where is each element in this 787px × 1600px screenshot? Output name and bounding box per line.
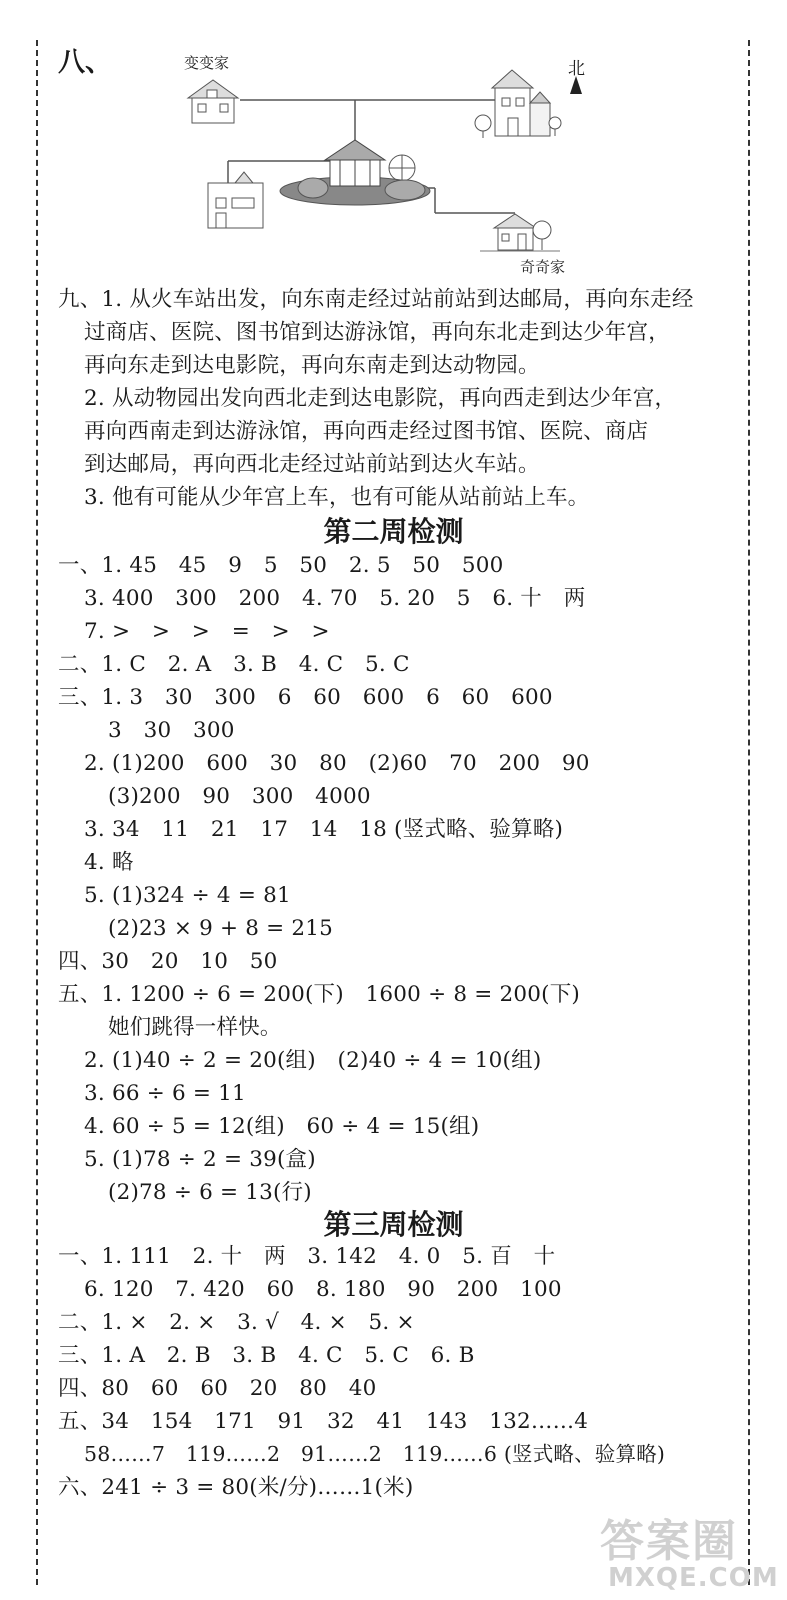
week3-line-4: 三、1. A 2. B 3. B 4. C 5. C 6. B: [58, 1343, 475, 1368]
week3-title: 第三周检测: [323, 1208, 464, 1241]
week3-line-8: 六、241 ÷ 3 = 80(米/分)……1(米): [58, 1475, 414, 1500]
week2-line-1: 一、1. 45 45 9 5 50 2. 5 50 500: [58, 553, 504, 578]
week2-title: 第二周检测: [323, 515, 464, 548]
section9-line-6: 到达邮局，再向西北走经过站前站到达火车站。: [84, 452, 540, 477]
school-building-icon: [208, 172, 263, 228]
north-label: 北: [568, 59, 585, 79]
route-map: [180, 48, 600, 278]
week2-line-13: 四、30 20 10 50: [58, 949, 278, 974]
week2-line-12: (2)23 × 9 + 8 = 215: [108, 916, 334, 941]
route-map-drawing: [180, 48, 600, 278]
week2-line-10: 4. 略: [84, 850, 134, 875]
week3-line-3: 二、1. × 2. × 3. √ 4. × 5. ×: [58, 1310, 415, 1335]
week2-line-18: 4. 60 ÷ 5 = 12(组) 60 ÷ 4 = 15(组): [84, 1114, 480, 1139]
week3-line-7: 58……7 119……2 91……2 119……6 (竖式略、验算略): [84, 1442, 666, 1466]
watermark-logo: [600, 1505, 779, 1595]
week2-line-8: (3)200 90 300 4000: [108, 784, 371, 809]
section9-line-1: 九、1. 从火车站出发，向东南走经过站前站到达邮局，再向东走经: [58, 287, 694, 312]
qiqi-home-label: 奇奇家: [520, 258, 566, 276]
week2-line-4: 二、1. C 2. A 3. B 4. C 5. C: [58, 652, 410, 677]
section9-line-3: 再向东走到达电影院，再向东南走到达动物园。: [84, 353, 540, 378]
bianbian-house-icon: [188, 80, 238, 123]
week2-line-20: (2)78 ÷ 6 = 13(行): [108, 1180, 312, 1205]
section9-line-4: 2. 从动物园出发向西北走到达电影院，再向西走到达少年宫，: [84, 386, 677, 411]
week2-line-3: 7. > > > = > >: [84, 619, 330, 644]
left-dashed-border: [36, 40, 38, 1585]
watermark-site-text: MXQE.COM: [608, 1563, 779, 1593]
week2-line-14: 五、1. 1200 ÷ 6 = 200(下) 1600 ÷ 8 = 200(下): [58, 982, 580, 1007]
park-pavilion-icon: [280, 140, 430, 205]
week2-line-7: 2. (1)200 600 30 80 (2)60 70 200 90: [84, 751, 590, 776]
section9-line-7: 3. 他有可能从少年宫上车，也有可能从站前站上车。: [84, 485, 590, 510]
week2-line-6: 3 30 300: [108, 718, 235, 743]
qiqi-house-icon: [480, 214, 560, 251]
building-cluster-icon: [475, 70, 561, 138]
week2-line-15: 她们跳得一样快。: [108, 1015, 282, 1040]
week3-line-6: 五、34 154 171 91 32 41 143 132……4: [58, 1409, 589, 1434]
week3-line-2: 6. 120 7. 420 60 8. 180 90 200 100: [84, 1277, 562, 1302]
week2-line-9: 3. 34 11 21 17 14 18 (竖式略、验算略): [84, 817, 564, 842]
week2-line-5: 三、1. 3 30 300 6 60 600 6 60 600: [58, 685, 553, 710]
week2-line-2: 3. 400 300 200 4. 70 5. 20 5 6. 十 两: [84, 586, 586, 611]
watermark-main-text: 答案圈: [600, 1516, 738, 1567]
week3-line-1: 一、1. 111 2. 十 两 3. 142 4. 0 5. 百 十: [58, 1244, 556, 1269]
bianbian-home-label: 变变家: [184, 54, 230, 72]
week3-line-5: 四、80 60 60 20 80 40: [58, 1376, 377, 1401]
week2-line-17: 3. 66 ÷ 6 = 11: [84, 1081, 246, 1106]
week2-line-11: 5. (1)324 ÷ 4 = 81: [84, 883, 291, 908]
section8-label: 八、: [58, 47, 112, 78]
week2-line-19: 5. (1)78 ÷ 2 = 39(盒): [84, 1147, 316, 1172]
right-dashed-border: [748, 40, 750, 1585]
section9-line-2: 过商店、医院、图书馆到达游泳馆，再向东北走到达少年宫，: [84, 320, 670, 345]
week2-line-16: 2. (1)40 ÷ 2 = 20(组) (2)40 ÷ 4 = 10(组): [84, 1048, 542, 1073]
section9-line-5: 再向西南走到达游泳馆，再向西走经过图书馆、医院、商店: [84, 419, 649, 444]
